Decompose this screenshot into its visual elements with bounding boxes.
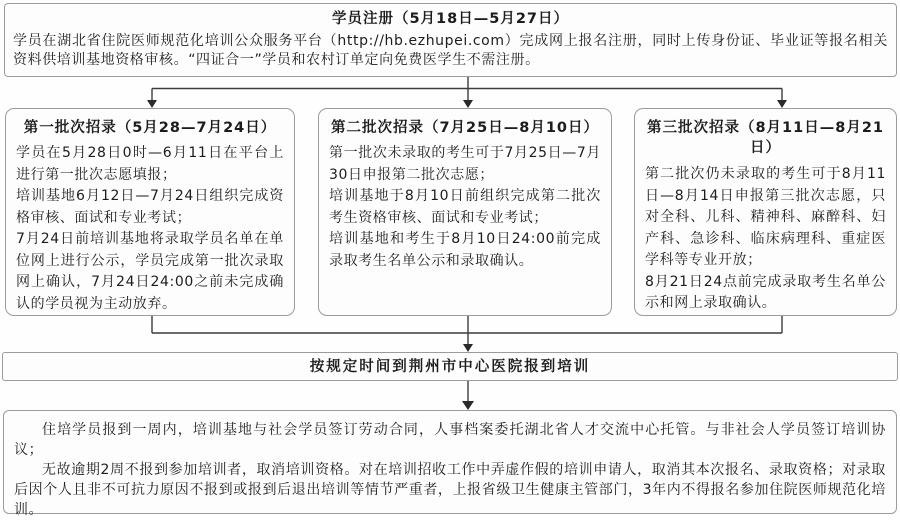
batch1-paragraph-1: 学员在5月28日0时—6月11日在平台上进行第一批次志愿填报；	[16, 145, 284, 183]
register-body: 学员在湖北省住院医师规范化培训公众服务平台（http://hb.ezhupei.com）完成网上报名注册，同时上传身份证、毕业证等报名相关资料供培训基地资格审核。“四证合一”学员和农村订单定向免费医学生不需注册。	[13, 33, 888, 68]
arrowhead-batch3-icon	[777, 100, 787, 108]
batch3-box	[634, 108, 897, 316]
register-box	[4, 3, 897, 77]
report-box	[2, 352, 898, 381]
final-paragraph-2: 无故逾期2周不报到参加培训者，取消培训资格。对在培训招收工作中弄虚作假的培训申请人，取消其本次报名、录取资格；对录取后因个人且非不可抗力原因不报到或报到后退出培训等情节严重者，上报省级卫生健康主管部门，3年内不得报名参加住院医师规范化培训。	[14, 462, 886, 518]
batch1-box	[5, 108, 295, 316]
batch2-paragraph-3: 培训基地和考生于8月10日24:00前完成录取考生名单公示和录取确认。	[329, 231, 601, 269]
batch3-paragraph-2: 8月21日24点前完成录取考生名单公示和网上录取确认。	[645, 273, 886, 311]
batch2-title: 第二批次招录（7月25日—8月10日）	[330, 120, 600, 136]
arrowhead-report-icon	[463, 344, 473, 352]
arrowhead-batch2-icon	[463, 100, 473, 108]
batch2-paragraph-1: 第一批次未录取的考生可于7月25日—7月30日申报第二批次志愿；	[329, 145, 601, 183]
batch1-title: 第一批次招录（5月28—7月24日）	[23, 120, 277, 136]
arrowhead-final-icon	[462, 401, 474, 410]
report-label: 按规定时间到荆州市中心医院报到培训	[309, 358, 591, 375]
register-title: 学员注册（5月18日—5月27日）	[331, 11, 570, 27]
batch1-paragraph-3: 7月24日前培训基地将录取学员名单在单位网上进行公示，学员完成第一批次录取网上确认，7月24日24:00之前未完成确认的学员视为主动放弃。	[16, 231, 284, 312]
batch2-paragraph-2: 培训基地于8月10日前组织完成第二批次考生资格审核、面试和专业考试；	[329, 188, 601, 226]
final-box	[3, 410, 897, 518]
batch2-box	[318, 108, 612, 316]
batch1-paragraph-2: 培训基地6月12日—7月24日组织完成资格审核、面试和专业考试；	[16, 188, 284, 226]
batch3-title: 第三批次招录（8月11日—8月21日）	[646, 120, 885, 156]
final-paragraph-1: 住培学员报到一周内，培训基地与社会学员签订劳动合同，人事档案委托湖北省人才交流中心托管。与非社会人学员签订培训协议；	[14, 422, 886, 458]
arrowhead-batch1-icon	[147, 100, 157, 108]
batch3-paragraph-1: 第二批次仍未录取的考生可于8月11日—8月14日申报第三批次志愿，只对全科、儿科、精神科、麻醉科、妇产科、急诊科、临床病理科、重症医学科等专业开放；	[645, 166, 886, 268]
